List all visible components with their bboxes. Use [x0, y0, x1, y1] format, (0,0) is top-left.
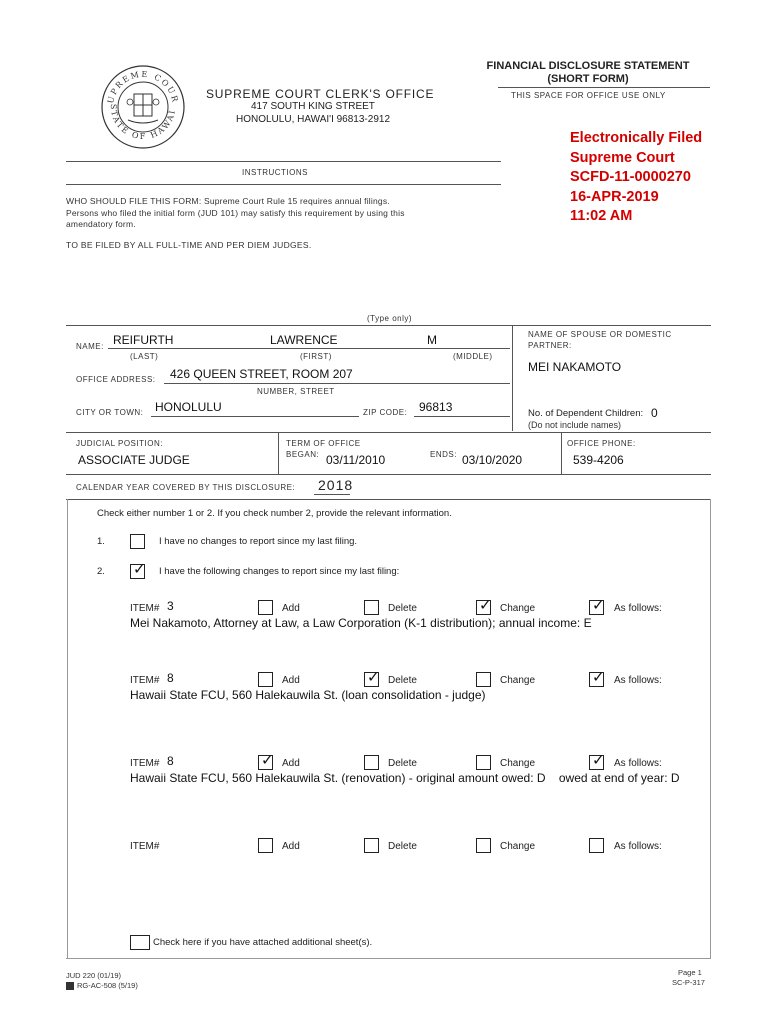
as-follows-label: As follows:	[614, 603, 662, 614]
seal-bottom-text: STATE OF HAWAI	[108, 103, 178, 142]
court-seal	[100, 64, 186, 150]
stamp-line5: 11:02 AM	[570, 208, 633, 224]
as-follows-checkbox[interactable]	[589, 669, 605, 687]
name-label: NAME:	[76, 342, 104, 351]
as-follows-label: As follows:	[614, 841, 662, 852]
as-follows-label: As follows:	[614, 675, 662, 686]
change-checkbox[interactable]	[476, 672, 491, 687]
as-follows-label: As follows:	[614, 758, 662, 769]
delete-checkbox[interactable]	[364, 669, 380, 687]
recycle-icon	[66, 982, 74, 990]
zip-value[interactable]: 96813	[419, 400, 453, 414]
option2-checkbox[interactable]	[130, 561, 146, 579]
term-label: TERM OF OFFICE	[286, 439, 361, 448]
item-label: ITEM#	[130, 675, 160, 686]
option2-text: I have the following changes to report since my last filing:	[159, 566, 400, 577]
check-mark-icon: ✓	[479, 597, 492, 614]
last-name-value[interactable]: REIFURTH	[113, 333, 174, 347]
scp-id: SC-P-317	[672, 978, 705, 987]
form-title-line2: (SHORT FORM)	[547, 73, 629, 85]
spouse-label-line1: NAME OF SPOUSE OR DOMESTIC	[528, 330, 672, 339]
check-mark-icon: ✓	[261, 752, 274, 769]
spouse-label-line2: PARTNER:	[528, 341, 572, 350]
clerk-office-title: SUPREME COURT CLERK'S OFFICE	[206, 87, 435, 101]
check-mark-icon: ✓	[592, 752, 605, 769]
add-checkbox[interactable]	[258, 838, 273, 853]
form-title	[478, 60, 698, 86]
change-label: Change	[500, 603, 536, 614]
change-checkbox[interactable]	[476, 755, 491, 770]
spouse-name-value[interactable]: MEI NAKAMOTO	[528, 360, 622, 374]
address-line2: HONOLULU, HAWAI'I 96813-2912	[236, 114, 391, 125]
add-checkbox[interactable]	[258, 600, 273, 615]
stamp-line1: Electronically Filed	[570, 130, 703, 146]
zip-label: ZIP CODE:	[363, 408, 408, 417]
svg-text:SUPREME COURT	[100, 64, 180, 104]
add-label: Add	[282, 841, 300, 852]
began-value[interactable]: 03/11/2010	[326, 453, 386, 467]
delete-label: Delete	[388, 603, 417, 614]
city-value[interactable]: HONOLULU	[155, 400, 222, 414]
instructions-paragraph	[66, 196, 405, 231]
as-follows-checkbox[interactable]	[589, 597, 605, 615]
attached-sheets-text: Check here if you have attached additional sheet(s).	[153, 937, 373, 948]
check-mark-icon: ✓	[592, 597, 605, 614]
first-name-value[interactable]: LAWRENCE	[270, 333, 338, 347]
ends-label: ENDS:	[430, 450, 457, 459]
dependents-note: (Do not include names)	[528, 420, 622, 430]
option1-number: 1.	[97, 536, 105, 547]
as-follows-checkbox[interactable]	[589, 838, 604, 853]
dependents-value[interactable]: 0	[651, 406, 658, 420]
first-label: (FIRST)	[300, 352, 332, 361]
spouse-label	[528, 329, 672, 351]
instructions-line2: Persons who filed the initial form (JUD 101) may satisfy this requirement by using this	[66, 207, 405, 218]
office-phone-label: OFFICE PHONE:	[567, 439, 636, 448]
instructions-line1: WHO SHOULD FILE THIS FORM: Supreme Court Rule 15 requires annual filings.	[66, 196, 390, 206]
check-mark-icon: ✓	[592, 669, 605, 686]
item-label: ITEM#	[130, 758, 160, 769]
delete-checkbox[interactable]	[364, 600, 379, 615]
filing-requirement: TO BE FILED BY ALL FULL-TIME AND PER DIEM JUDGES.	[66, 240, 312, 250]
electronic-filing-stamp	[570, 129, 702, 227]
add-label: Add	[282, 603, 300, 614]
calendar-year-label: CALENDAR YEAR COVERED BY THIS DISCLOSURE:	[76, 483, 296, 492]
add-label: Add	[282, 758, 300, 769]
stamp-line3: SCFD-11-0000270	[570, 169, 691, 185]
check-instruction: Check either number 1 or 2. If you check number 2, provide the relevant information.	[97, 508, 452, 519]
address-line1: 417 SOUTH KING STREET	[251, 101, 375, 112]
began-label: BEGAN:	[286, 450, 320, 459]
middle-label: (MIDDLE)	[453, 352, 493, 361]
rg-id-row	[66, 981, 138, 990]
change-label: Change	[500, 758, 536, 769]
office-address-label: OFFICE ADDRESS:	[76, 375, 156, 384]
stamp-line4: 16-APR-2019	[570, 188, 659, 205]
stamp-line2: Supreme Court	[570, 149, 675, 166]
form-title-line1: FINANCIAL DISCLOSURE STATEMENT	[486, 60, 690, 72]
add-checkbox[interactable]	[258, 752, 274, 770]
item-description[interactable]: Hawaii State FCU, 560 Halekauwila St. (renovation) - original amount owed: D owed at end of year: D	[130, 771, 680, 785]
item-number[interactable]: 8	[167, 754, 174, 768]
check-mark-icon: ✓	[133, 561, 146, 578]
last-label: (LAST)	[130, 352, 159, 361]
attached-sheets-checkbox[interactable]	[130, 935, 150, 950]
change-label: Change	[500, 841, 536, 852]
dependents-label: No. of Dependent Children:	[528, 408, 644, 419]
judicial-position-value[interactable]: ASSOCIATE JUDGE	[78, 453, 190, 467]
seal-top-text: UPREME COUR	[106, 69, 180, 105]
add-checkbox[interactable]	[258, 672, 273, 687]
change-checkbox[interactable]	[476, 597, 492, 615]
city-label: CITY OR TOWN:	[76, 408, 144, 417]
check-mark-icon: ✓	[367, 669, 380, 686]
as-follows-checkbox[interactable]	[589, 752, 605, 770]
delete-label: Delete	[388, 841, 417, 852]
office-use-label: THIS SPACE FOR OFFICE USE ONLY	[511, 91, 666, 100]
delete-checkbox[interactable]	[364, 755, 379, 770]
delete-label: Delete	[388, 675, 417, 686]
number-street-label: NUMBER, STREET	[257, 387, 335, 396]
item-description[interactable]: Mei Nakamoto, Attorney at Law, a Law Corporation (K-1 distribution); annual income: E	[130, 616, 592, 630]
calendar-year-value[interactable]: 2018	[318, 477, 354, 493]
type-only-label: (Type only)	[367, 314, 413, 323]
office-phone-value[interactable]: 539-4206	[573, 453, 624, 467]
form-id: JUD 220 (01/19)	[66, 971, 122, 980]
office-address-value[interactable]: 426 QUEEN STREET, ROOM 207	[170, 367, 353, 381]
item-number[interactable]: 3	[167, 599, 174, 613]
option2-number: 2.	[97, 566, 105, 577]
ends-value[interactable]: 03/10/2020	[462, 453, 523, 467]
instructions-heading: INSTRUCTIONS	[242, 168, 308, 177]
change-checkbox[interactable]	[476, 838, 491, 853]
item-label: ITEM#	[130, 603, 160, 614]
instructions-line3: amendatory form.	[66, 219, 136, 229]
item-number[interactable]: 8	[167, 671, 174, 685]
delete-checkbox[interactable]	[364, 838, 379, 853]
change-label: Change	[500, 675, 536, 686]
middle-name-value[interactable]: M	[427, 333, 437, 347]
item-label: ITEM#	[130, 841, 160, 852]
page-number: Page 1	[678, 968, 702, 977]
add-label: Add	[282, 675, 300, 686]
option1-checkbox[interactable]	[130, 534, 145, 549]
option1-text: I have no changes to report since my last filing.	[159, 536, 358, 547]
item-description[interactable]: Hawaii State FCU, 560 Halekauwila St. (loan consolidation - judge)	[130, 688, 486, 702]
rg-id: RG-AC-508 (5/19)	[77, 981, 138, 990]
delete-label: Delete	[388, 758, 417, 769]
judicial-position-label: JUDICIAL POSITION:	[76, 439, 163, 448]
